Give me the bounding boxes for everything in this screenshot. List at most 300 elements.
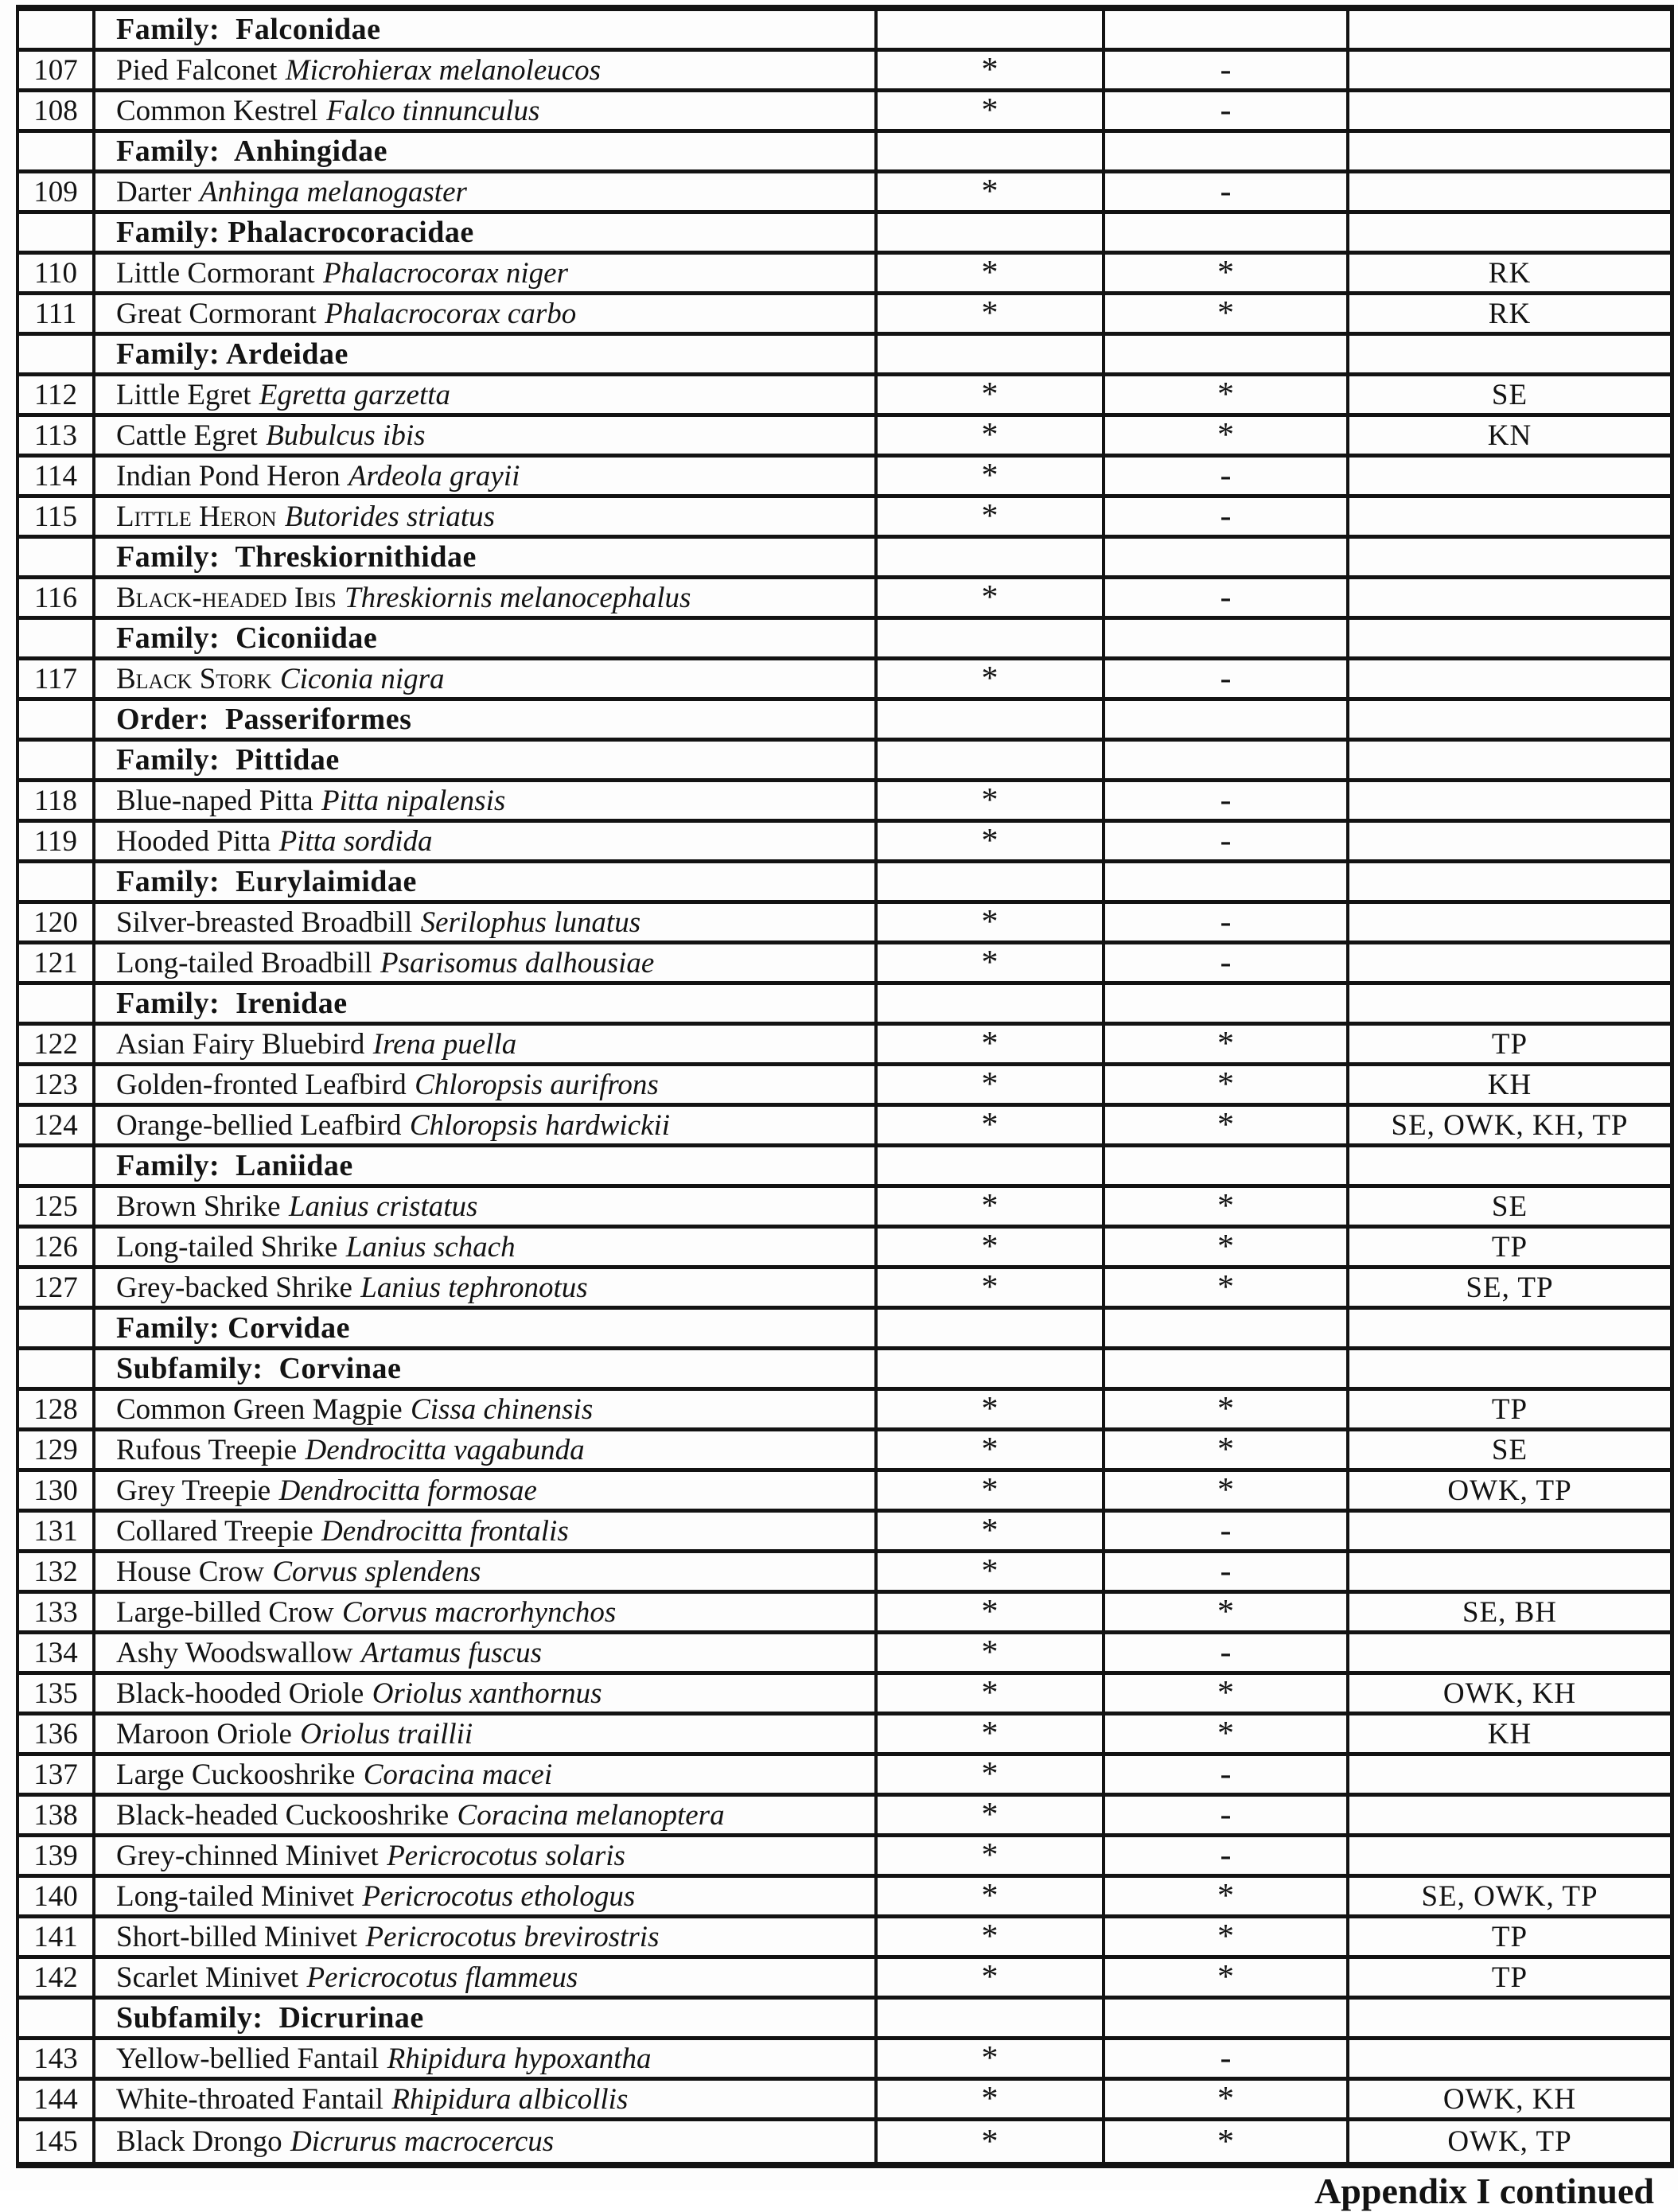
common-name: White-throated Fantail — [116, 2082, 383, 2116]
asterisk-mark: * — [1217, 1107, 1234, 1143]
species-number: 121 — [33, 946, 78, 979]
mark-col2-cell — [1105, 458, 1349, 494]
species-row — [19, 579, 1670, 620]
site-codes-cell — [1349, 1634, 1670, 1671]
mark-col2-cell — [1105, 1350, 1349, 1387]
common-name: Large-billed Crow — [116, 1595, 334, 1629]
section-label: Family: Falconidae — [116, 13, 381, 46]
dash-mark: - — [1220, 458, 1232, 494]
site-codes: KH — [1487, 1717, 1532, 1751]
row-number-cell — [19, 295, 95, 332]
section-label: Family: Eurylaimidae — [116, 865, 417, 898]
asterisk-mark: * — [1217, 1269, 1234, 1306]
scientific-name: Pitta nipalensis — [321, 784, 506, 817]
site-codes-cell — [1349, 863, 1670, 900]
mark-col2-cell — [1105, 1472, 1349, 1509]
row-number-cell — [19, 255, 95, 291]
species-number: 110 — [33, 256, 78, 290]
asterisk-mark: * — [1217, 2081, 1234, 2117]
site-codes: RK — [1488, 297, 1532, 330]
asterisk-mark: * — [981, 1675, 999, 1712]
species-number: 112 — [33, 378, 78, 411]
row-number-cell — [19, 92, 95, 129]
mark-col2-cell — [1105, 1797, 1349, 1833]
species-number: 122 — [33, 1027, 78, 1061]
species-number: 117 — [33, 662, 78, 695]
species-name-cell — [95, 1634, 878, 1671]
site-codes-cell — [1349, 539, 1670, 575]
dash-mark: - — [1220, 2040, 1232, 2077]
scientific-name: Anhinga melanogaster — [199, 175, 467, 208]
mark-col1-cell — [878, 1959, 1105, 1996]
row-number-cell — [19, 1553, 95, 1590]
mark-col2-cell — [1105, 1431, 1349, 1468]
row-number-cell — [19, 458, 95, 494]
mark-col2-cell — [1105, 1026, 1349, 1062]
site-codes-cell — [1349, 255, 1670, 291]
species-name-cell — [95, 1553, 878, 1590]
scientific-name: Phalacrocorax niger — [323, 256, 568, 290]
site-codes-cell — [1349, 1675, 1670, 1712]
section-label-cell — [95, 11, 878, 48]
section-label-cell — [95, 985, 878, 1022]
species-row — [19, 1269, 1670, 1310]
row-number-cell — [19, 173, 95, 210]
asterisk-mark: * — [981, 1715, 999, 1752]
mark-col1-cell — [878, 985, 1105, 1022]
section-label-cell — [95, 1350, 878, 1387]
scientific-name: Corvus splendens — [272, 1555, 481, 1588]
common-name: Asian Fairy Bluebird — [116, 1027, 365, 1061]
section-row — [19, 1350, 1670, 1391]
common-name: Long-tailed Broadbill — [116, 946, 372, 979]
site-codes: OWK, TP — [1447, 1474, 1572, 1507]
scientific-name: Pitta sordida — [278, 824, 433, 858]
scientific-name: Lanius cristatus — [288, 1190, 478, 1223]
asterisk-mark: * — [1217, 2123, 1234, 2160]
mark-col2-cell — [1105, 2040, 1349, 2077]
row-number-cell — [19, 944, 95, 981]
species-row — [19, 2121, 1670, 2162]
asterisk-mark: * — [981, 1188, 999, 1225]
mark-col2-cell — [1105, 1959, 1349, 1996]
asterisk-mark: * — [981, 823, 999, 859]
site-codes-cell — [1349, 579, 1670, 616]
mark-col2-cell — [1105, 295, 1349, 332]
species-name-cell — [95, 1675, 878, 1712]
mark-col2-cell — [1105, 1634, 1349, 1671]
mark-col1-cell — [878, 1634, 1105, 1671]
dash-mark: - — [1220, 92, 1232, 129]
asterisk-mark: * — [981, 1229, 999, 1265]
mark-col2-cell — [1105, 498, 1349, 535]
row-number-cell — [19, 1107, 95, 1143]
asterisk-mark: * — [1217, 1472, 1234, 1509]
mark-col2-cell — [1105, 11, 1349, 48]
common-name: Black-headed Ibis — [116, 581, 337, 614]
scientific-name: Pericrocotus flammeus — [306, 1961, 578, 1994]
row-number-cell — [19, 823, 95, 859]
dash-mark: - — [1220, 823, 1232, 859]
mark-col2-cell — [1105, 92, 1349, 129]
species-name-cell — [95, 458, 878, 494]
appendix-continued-note: Appendix I continued — [1314, 2171, 1654, 2211]
common-name: Brown Shrike — [116, 1190, 281, 1223]
dash-mark: - — [1220, 52, 1232, 88]
species-number: 142 — [33, 1961, 78, 1994]
species-name-cell — [95, 1797, 878, 1833]
row-number-cell — [19, 985, 95, 1022]
row-number-cell — [19, 1350, 95, 1387]
section-label-cell — [95, 2000, 878, 2036]
asterisk-mark: * — [981, 2123, 999, 2160]
common-name: Little Cormorant — [116, 256, 315, 290]
asterisk-mark: * — [1217, 376, 1234, 413]
species-number: 130 — [33, 1474, 78, 1507]
scientific-name: Dendrocitta frontalis — [321, 1514, 569, 1548]
species-name-cell — [95, 1756, 878, 1793]
scientific-name: Chloropsis hardwickii — [409, 1108, 671, 1142]
mark-col1-cell — [878, 1431, 1105, 1468]
species-name-cell — [95, 1229, 878, 1265]
dash-mark: - — [1220, 1837, 1232, 1874]
section-row — [19, 1310, 1670, 1350]
asterisk-mark: * — [981, 458, 999, 494]
scientific-name: Bubulcus ibis — [266, 419, 426, 452]
row-number-cell — [19, 498, 95, 535]
section-label-cell — [95, 1310, 878, 1346]
species-name-cell — [95, 944, 878, 981]
scientific-name: Rhipidura albicollis — [391, 2082, 629, 2116]
common-name: Short-billed Minivet — [116, 1920, 358, 1953]
dash-mark: - — [1220, 1634, 1232, 1671]
mark-col1-cell — [878, 1553, 1105, 1590]
mark-col1-cell — [878, 1350, 1105, 1387]
site-codes-cell — [1349, 1553, 1670, 1590]
section-label: Family: Phalacrocoracidae — [116, 216, 474, 249]
site-codes-cell — [1349, 1878, 1670, 1914]
species-row — [19, 1878, 1670, 1918]
row-number-cell — [19, 1756, 95, 1793]
species-name-cell — [95, 295, 878, 332]
species-number: 131 — [33, 1514, 78, 1548]
site-codes-cell — [1349, 417, 1670, 454]
site-codes-cell — [1349, 701, 1670, 738]
species-name-cell — [95, 1594, 878, 1630]
site-codes-cell — [1349, 1026, 1670, 1062]
mark-col1-cell — [878, 2121, 1105, 2162]
common-name: Black-hooded Oriole — [116, 1677, 364, 1710]
section-label-cell — [95, 742, 878, 778]
mark-col1-cell — [878, 1918, 1105, 1955]
row-number-cell — [19, 1918, 95, 1955]
row-number-cell — [19, 1229, 95, 1265]
species-number: 115 — [33, 500, 78, 533]
mark-col1-cell — [878, 1229, 1105, 1265]
site-codes-cell — [1349, 214, 1670, 251]
scientific-name: Phalacrocorax carbo — [325, 297, 577, 330]
asterisk-mark: * — [981, 1634, 999, 1671]
mark-col2-cell — [1105, 823, 1349, 859]
row-number-cell — [19, 1391, 95, 1427]
row-number-cell — [19, 1188, 95, 1225]
asterisk-mark: * — [981, 1269, 999, 1306]
site-codes: SE — [1491, 378, 1528, 411]
asterisk-mark: * — [981, 1472, 999, 1509]
common-name: Grey Treepie — [116, 1474, 271, 1507]
species-row — [19, 498, 1670, 539]
species-row — [19, 458, 1670, 498]
species-row — [19, 944, 1670, 985]
species-name-cell — [95, 1026, 878, 1062]
species-name-cell — [95, 1513, 878, 1549]
dash-mark: - — [1220, 660, 1232, 697]
dash-mark: - — [1220, 1553, 1232, 1590]
row-number-cell — [19, 1797, 95, 1833]
common-name: Maroon Oriole — [116, 1717, 292, 1751]
section-label: Subfamily: Corvinae — [116, 1352, 402, 1385]
mark-col1-cell — [878, 904, 1105, 940]
site-codes: SE, TP — [1466, 1271, 1554, 1304]
scientific-name: Corvus macrorhynchos — [342, 1595, 617, 1629]
mark-col1-cell — [878, 701, 1105, 738]
asterisk-mark: * — [981, 2040, 999, 2077]
mark-col1-cell — [878, 1675, 1105, 1712]
common-name: Hooded Pitta — [116, 824, 271, 858]
common-name: Long-tailed Minivet — [116, 1879, 355, 1913]
mark-col1-cell — [878, 1878, 1105, 1914]
row-number-cell — [19, 11, 95, 48]
species-number: 119 — [33, 824, 78, 858]
section-row — [19, 742, 1670, 782]
site-codes-cell — [1349, 173, 1670, 210]
species-row — [19, 1066, 1670, 1107]
species-row — [19, 1756, 1670, 1797]
section-label-cell — [95, 863, 878, 900]
scientific-name: Rhipidura hypoxantha — [387, 2042, 652, 2075]
site-codes-cell — [1349, 2081, 1670, 2117]
species-name-cell — [95, 2081, 878, 2117]
species-number: 129 — [33, 1433, 78, 1466]
species-name-cell — [95, 2121, 878, 2162]
species-number: 132 — [33, 1555, 78, 1588]
section-row — [19, 133, 1670, 173]
scientific-name: Pericrocotus solaris — [387, 1839, 625, 1872]
mark-col1-cell — [878, 2040, 1105, 2077]
mark-col1-cell — [878, 660, 1105, 697]
mark-col1-cell — [878, 1269, 1105, 1306]
mark-col1-cell — [878, 1797, 1105, 1833]
mark-col1-cell — [878, 1026, 1105, 1062]
asterisk-mark: * — [981, 660, 999, 697]
species-number: 108 — [33, 94, 78, 127]
species-name-cell — [95, 1959, 878, 1996]
common-name: Little Egret — [116, 378, 251, 411]
common-name: Ashy Woodswallow — [116, 1636, 353, 1669]
site-codes: TP — [1491, 1230, 1528, 1264]
species-row — [19, 255, 1670, 295]
common-name: Black Stork — [116, 662, 272, 695]
asterisk-mark: * — [981, 1513, 999, 1549]
asterisk-mark: * — [981, 1918, 999, 1955]
row-number-cell — [19, 1959, 95, 1996]
scientific-name: Serilophus lunatus — [420, 905, 641, 939]
mark-col1-cell — [878, 823, 1105, 859]
section-label: Family: Corvidae — [116, 1311, 351, 1345]
asterisk-mark: * — [981, 1026, 999, 1062]
scientific-name: Coracina macei — [363, 1758, 553, 1791]
section-label: Family: Anhingidae — [116, 134, 387, 168]
row-number-cell — [19, 336, 95, 372]
site-codes: KH — [1487, 1068, 1532, 1101]
site-codes: OWK, KH — [1442, 2082, 1577, 2116]
scientific-name: Butorides striatus — [284, 500, 496, 533]
species-row — [19, 1026, 1670, 1066]
species-number: 126 — [33, 1230, 78, 1264]
species-name-cell — [95, 1391, 878, 1427]
section-row — [19, 985, 1670, 1026]
species-row — [19, 52, 1670, 92]
scientific-name: Cissa chinensis — [411, 1392, 594, 1426]
site-codes-cell — [1349, 1147, 1670, 1184]
site-codes: TP — [1491, 1920, 1528, 1953]
dash-mark: - — [1220, 498, 1232, 535]
asterisk-mark: * — [981, 1878, 999, 1914]
site-codes-cell — [1349, 1837, 1670, 1874]
species-name-cell — [95, 92, 878, 129]
common-name: Grey-chinned Minivet — [116, 1839, 379, 1872]
mark-col2-cell — [1105, 660, 1349, 697]
species-row — [19, 417, 1670, 458]
species-row — [19, 904, 1670, 944]
site-codes-cell — [1349, 1107, 1670, 1143]
mark-col2-cell — [1105, 1310, 1349, 1346]
site-codes-cell — [1349, 1431, 1670, 1468]
species-name-cell — [95, 1269, 878, 1306]
asterisk-mark: * — [1217, 1715, 1234, 1752]
asterisk-mark: * — [981, 498, 999, 535]
scientific-name: Egretta garzetta — [259, 378, 451, 411]
asterisk-mark: * — [981, 1391, 999, 1427]
mark-col2-cell — [1105, 863, 1349, 900]
site-codes-cell — [1349, 1269, 1670, 1306]
asterisk-mark: * — [981, 1431, 999, 1468]
species-name-cell — [95, 1107, 878, 1143]
common-name: Long-tailed Shrike — [116, 1230, 338, 1264]
mark-col2-cell — [1105, 1229, 1349, 1265]
mark-col2-cell — [1105, 1147, 1349, 1184]
asterisk-mark: * — [1217, 1066, 1234, 1103]
common-name: Little Heron — [116, 500, 277, 533]
section-label: Order: Passeriformes — [116, 703, 412, 736]
section-label: Family: Pittidae — [116, 743, 340, 777]
scientific-name: Threskiornis melanocephalus — [345, 581, 691, 614]
site-codes-cell — [1349, 742, 1670, 778]
site-codes-cell — [1349, 620, 1670, 656]
row-number-cell — [19, 1066, 95, 1103]
mark-col2-cell — [1105, 336, 1349, 372]
common-name: Indian Pond Heron — [116, 459, 341, 493]
species-row — [19, 1959, 1670, 2000]
asterisk-mark: * — [981, 92, 999, 129]
common-name: Common Kestrel — [116, 94, 318, 127]
site-codes-cell — [1349, 1066, 1670, 1103]
mark-col1-cell — [878, 92, 1105, 129]
species-name-cell — [95, 660, 878, 697]
species-name-cell — [95, 417, 878, 454]
asterisk-mark: * — [981, 944, 999, 981]
mark-col1-cell — [878, 1715, 1105, 1752]
mark-col2-cell — [1105, 133, 1349, 169]
mark-col2-cell — [1105, 701, 1349, 738]
asterisk-mark: * — [981, 782, 999, 819]
species-name-cell — [95, 782, 878, 819]
common-name: Scarlet Minivet — [116, 1961, 299, 1994]
mark-col2-cell — [1105, 579, 1349, 616]
species-row — [19, 1634, 1670, 1675]
scientific-name: Lanius tephronotus — [360, 1271, 588, 1304]
row-number-cell — [19, 1472, 95, 1509]
mark-col1-cell — [878, 2000, 1105, 2036]
common-name: House Crow — [116, 1555, 265, 1588]
species-row — [19, 1107, 1670, 1147]
species-number: 136 — [33, 1717, 78, 1751]
row-number-cell — [19, 742, 95, 778]
mark-col2-cell — [1105, 173, 1349, 210]
mark-col1-cell — [878, 336, 1105, 372]
section-label: Family: Ardeidae — [116, 337, 348, 371]
species-number: 113 — [33, 419, 78, 452]
row-number-cell — [19, 2040, 95, 2077]
species-number: 125 — [33, 1190, 78, 1223]
asterisk-mark: * — [981, 1594, 999, 1630]
species-name-cell — [95, 255, 878, 291]
asterisk-mark: * — [1217, 1959, 1234, 1996]
dash-mark: - — [1220, 173, 1232, 210]
mark-col1-cell — [878, 1107, 1105, 1143]
mark-col2-cell — [1105, 985, 1349, 1022]
mark-col1-cell — [878, 863, 1105, 900]
site-codes-cell — [1349, 376, 1670, 413]
asterisk-mark: * — [981, 295, 999, 332]
row-number-cell — [19, 782, 95, 819]
mark-col2-cell — [1105, 1918, 1349, 1955]
scientific-name: Oriolus xanthornus — [372, 1677, 602, 1710]
species-name-cell — [95, 1431, 878, 1468]
mark-col2-cell — [1105, 1594, 1349, 1630]
mark-col1-cell — [878, 1391, 1105, 1427]
asterisk-mark: * — [981, 1553, 999, 1590]
species-row — [19, 376, 1670, 417]
species-row — [19, 823, 1670, 863]
mark-col1-cell — [878, 1513, 1105, 1549]
asterisk-mark: * — [981, 2081, 999, 2117]
scientific-name: Artamus fuscus — [360, 1636, 542, 1669]
scientific-name: Psarisomus dalhousiae — [380, 946, 655, 979]
site-codes-cell — [1349, 1756, 1670, 1793]
species-number: 128 — [33, 1392, 78, 1426]
mark-col1-cell — [878, 214, 1105, 251]
mark-col2-cell — [1105, 620, 1349, 656]
scientific-name: Falco tinnunculus — [326, 94, 540, 127]
section-label: Family: Laniidae — [116, 1149, 353, 1182]
mark-col2-cell — [1105, 1878, 1349, 1914]
mark-col2-cell — [1105, 1107, 1349, 1143]
dash-mark: - — [1220, 904, 1232, 940]
common-name: Yellow-bellied Fantail — [116, 2042, 380, 2075]
row-number-cell — [19, 620, 95, 656]
species-row — [19, 1431, 1670, 1472]
